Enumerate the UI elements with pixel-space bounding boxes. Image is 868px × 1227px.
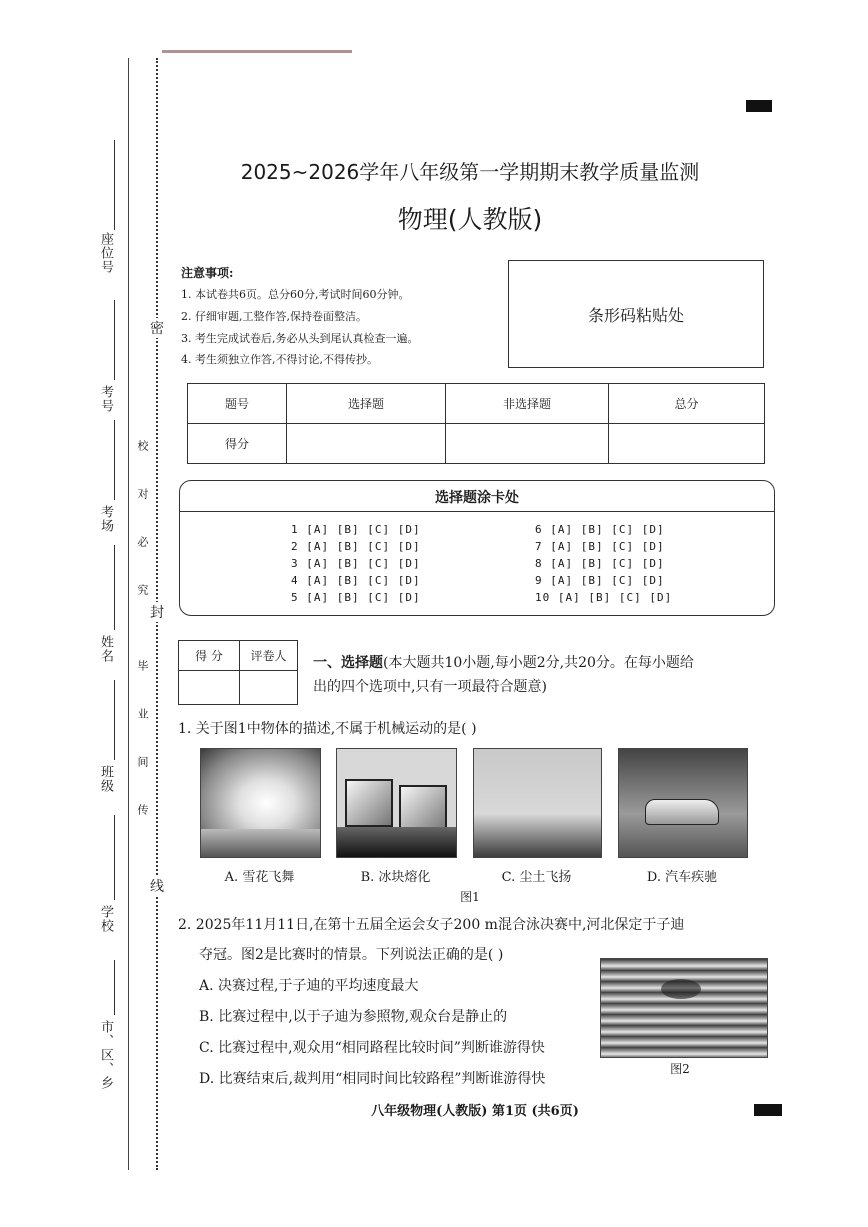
answer-row-4[interactable]: 4 [A] [B] [C] [D] <box>291 574 421 587</box>
q1-photo-dust <box>473 748 602 858</box>
q2-option-a: A. 决赛过程,于子迪的平均速度最大 <box>199 978 419 994</box>
notice-item-2: 2. 仔细审题,工整作答,保持卷面整洁。 <box>181 310 367 323</box>
q1-option-d: D. 汽车疾驰 <box>646 870 718 885</box>
district-line[interactable] <box>114 960 115 1015</box>
class-line[interactable] <box>114 680 115 760</box>
q1-stem: 1. 关于图1中物体的描述,不属于机械运动的是( ) <box>178 721 477 737</box>
seal-char-feng: 封 <box>150 602 164 622</box>
grader-score-label: 得 分 <box>179 641 240 671</box>
exam-room-line[interactable] <box>114 420 115 500</box>
q1-option-c: C. 尘土飞扬 <box>501 870 572 885</box>
exam-number-line[interactable] <box>114 300 115 380</box>
q1-photo-ice <box>336 748 457 858</box>
score-header-choice: 选择题 <box>287 384 446 424</box>
corner-mark-bottom <box>754 1104 782 1116</box>
answer-row-5[interactable]: 5 [A] [B] [C] [D] <box>291 591 421 604</box>
q1-option-b: B. 冰块熔化 <box>360 870 431 885</box>
answer-card <box>179 480 775 616</box>
score-row-label: 得分 <box>188 424 287 464</box>
score-header-number: 题号 <box>188 384 287 424</box>
notice-item-1: 1. 本试卷共6页。总分60分,考试时间60分钟。 <box>181 288 410 301</box>
score-header-total: 总分 <box>609 384 765 424</box>
answer-row-10[interactable]: 10 [A] [B] [C] [D] <box>535 591 673 604</box>
name-label: 姓名 <box>98 635 113 663</box>
page-footer: 八年级物理(人教版) 第1页 (共6页) <box>371 1104 579 1119</box>
top-dark-mark <box>162 50 352 53</box>
warning-text-1: 校 对 必 究 <box>136 440 149 607</box>
q1-photo-car <box>618 748 748 858</box>
answer-row-1[interactable]: 1 [A] [B] [C] [D] <box>291 523 421 536</box>
corner-mark-top <box>746 100 772 112</box>
section1-heading <box>313 652 773 672</box>
section1-desc2: 出的四个选项中,只有一项最符合题意) <box>313 679 547 695</box>
answer-row-7[interactable]: 7 [A] [B] [C] [D] <box>535 540 665 553</box>
exam-room-label: 考场 <box>98 505 113 533</box>
barcode-label: 条形码粘贴处 <box>587 305 684 325</box>
q2-figure-caption: 图2 <box>670 1062 690 1076</box>
score-cell-choice[interactable] <box>287 424 446 464</box>
warning-text-2: 毕 业 间 传 <box>136 660 149 827</box>
notice-item-3: 3. 考生完成试卷后,务必从头到尾认真检查一遍。 <box>181 332 419 345</box>
grader-table <box>178 640 298 705</box>
barcode-box[interactable] <box>508 260 764 368</box>
q1-photo-snow <box>200 748 321 858</box>
answer-card-title: 选择题涂卡处 <box>435 490 519 506</box>
answer-row-6[interactable]: 6 [A] [B] [C] [D] <box>535 523 665 536</box>
answer-row-9[interactable]: 9 [A] [B] [C] [D] <box>535 574 665 587</box>
q1-option-a: A. 雪花飞舞 <box>224 870 295 885</box>
answer-row-3[interactable]: 3 [A] [B] [C] [D] <box>291 557 421 570</box>
notice-item-4: 4. 考生须独立作答,不得讨论,不得传抄。 <box>181 353 378 366</box>
grader-reviewer-cell[interactable] <box>240 671 298 705</box>
seal-char-mi: 密 <box>150 318 164 338</box>
exam-subtitle: 物理(人教版) <box>397 205 543 234</box>
exam-number-label: 考号 <box>98 385 113 413</box>
score-cell-nonchoice[interactable] <box>446 424 609 464</box>
q2-stem-line2: 夺冠。图2是比赛时的情景。下列说法正确的是( ) <box>199 947 504 963</box>
score-table <box>187 383 765 464</box>
q2-stem-line1: 2. 2025年11月11日,在第十五届全运会女子200 m混合泳决赛中,河北保定于子迪 <box>178 917 685 933</box>
answer-row-2[interactable]: 2 [A] [B] [C] [D] <box>291 540 421 553</box>
section1-desc1: (本大题共10小题,每小题2分,共20分。在每小题给 <box>383 655 694 671</box>
seat-number-label: 座位号 <box>98 232 113 274</box>
grader-reviewer-label: 评卷人 <box>240 641 298 671</box>
q2-option-c: C. 比赛过程中,观众用“相同路程比较时间”判断谁游得快 <box>199 1040 545 1056</box>
section1-title: 一、选择题 <box>313 655 383 671</box>
q1-figure-caption: 图1 <box>460 890 480 904</box>
score-cell-total[interactable] <box>609 424 765 464</box>
answer-card-divider <box>180 511 774 512</box>
seat-number-line[interactable] <box>114 140 115 230</box>
q2-option-d: D. 比赛结束后,裁判用“相同时间比较路程”判断谁游得快 <box>199 1071 546 1087</box>
class-label: 班级 <box>98 765 113 793</box>
seal-char-xian: 线 <box>150 876 164 896</box>
notice-title: 注意事项: <box>181 266 234 280</box>
exam-title: 2025~2026学年八年级第一学期期末教学质量监测 <box>240 160 700 184</box>
score-header-nonchoice: 非选择题 <box>446 384 609 424</box>
district-label: 市、区、乡 <box>98 1020 113 1090</box>
q2-option-b: B. 比赛过程中,以于子迪为参照物,观众台是静止的 <box>199 1009 508 1025</box>
grader-score-cell[interactable] <box>179 671 240 705</box>
school-line[interactable] <box>114 815 115 900</box>
name-line[interactable] <box>114 545 115 630</box>
school-label: 学校 <box>98 905 113 933</box>
binding-solid-line <box>128 58 129 1170</box>
answer-row-8[interactable]: 8 [A] [B] [C] [D] <box>535 557 665 570</box>
q2-photo-swimming <box>600 958 768 1058</box>
